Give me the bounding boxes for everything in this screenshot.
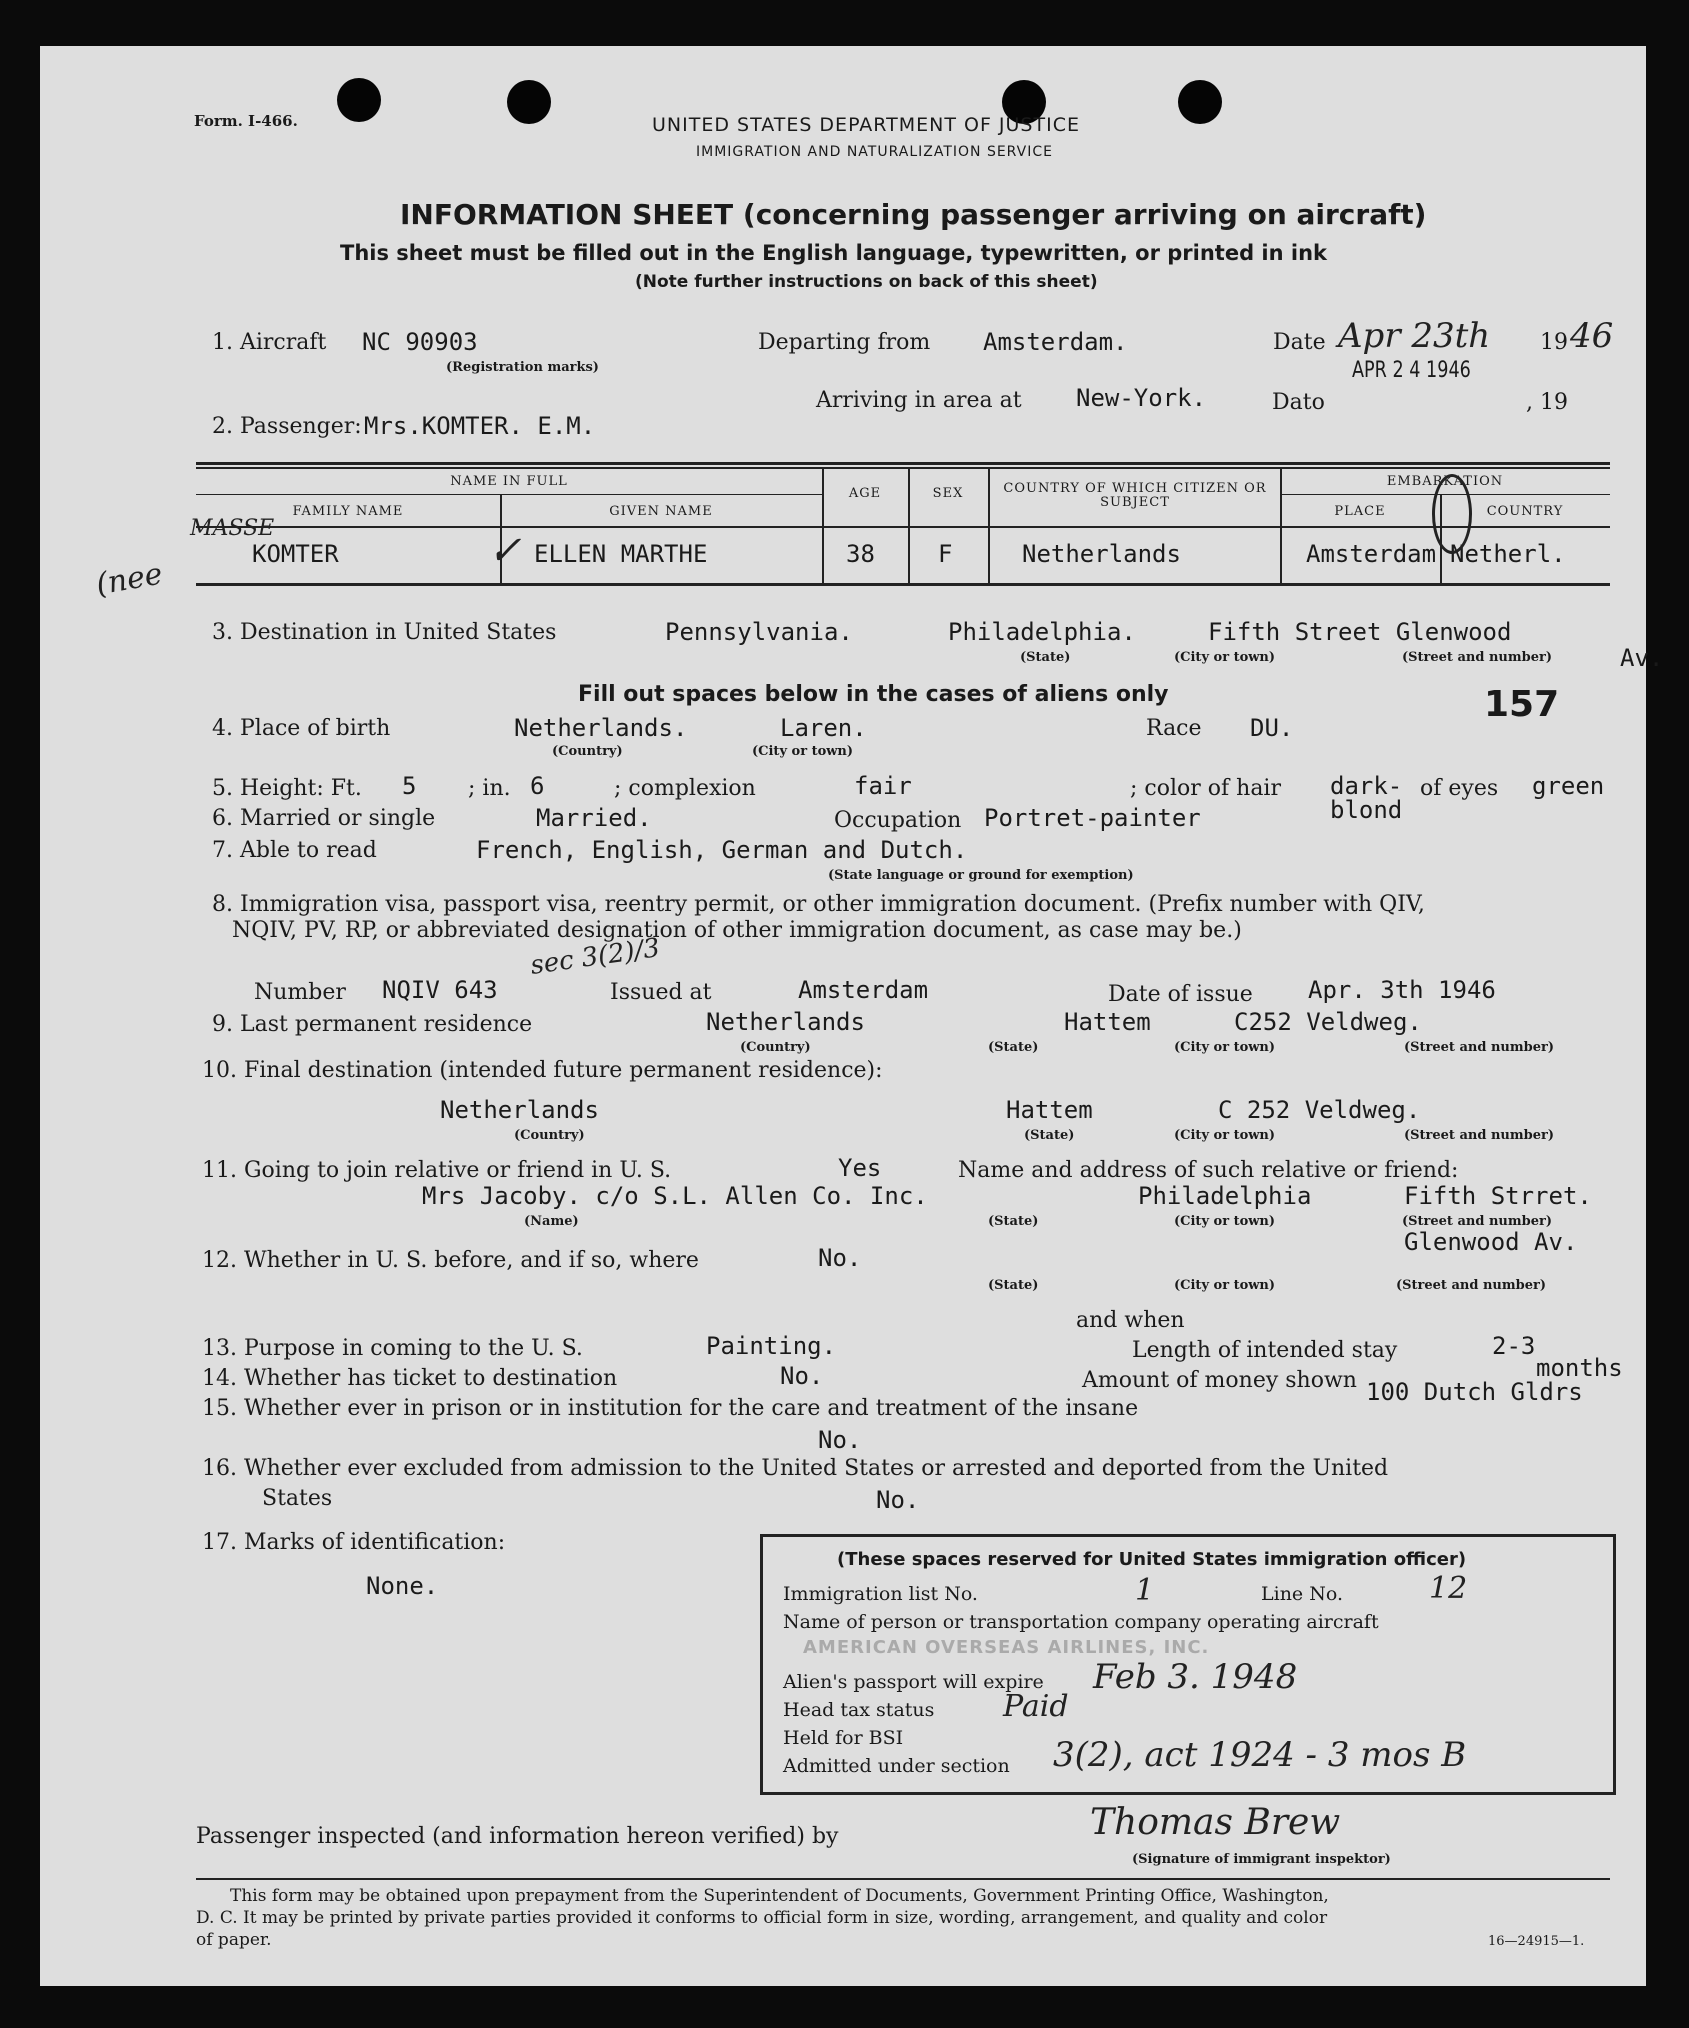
caption-street: (Street and number) bbox=[1402, 650, 1552, 665]
given-name-value: ELLEN MARTHE bbox=[534, 540, 708, 568]
form-number: Form. I-466. bbox=[194, 112, 298, 130]
visa-label-1: 8. Immigration visa, passport visa, reentry permit, or other immigration document. (Prefix number with QIV, bbox=[212, 892, 1425, 917]
handwritten-circle-mark bbox=[1432, 474, 1472, 554]
money-label: Amount of money shown bbox=[1082, 1368, 1357, 1393]
eyes-value: green bbox=[1532, 772, 1605, 800]
caption-country: (Country) bbox=[740, 1040, 811, 1055]
caption-name: (Name) bbox=[524, 1214, 579, 1229]
caption-state: (State) bbox=[1024, 1128, 1075, 1143]
list-no-label: Immigration list No. bbox=[783, 1583, 978, 1605]
caption-state: (State) bbox=[988, 1278, 1039, 1293]
footer-code: 16—24915—1. bbox=[1488, 1934, 1585, 1949]
signature-caption: (Signature of immigrant inspektor) bbox=[1132, 1852, 1391, 1867]
residence-city: Hattem bbox=[1064, 1008, 1151, 1036]
destination-street-end: Av. bbox=[1620, 644, 1664, 672]
visa-number-value: NQIV 643 bbox=[382, 976, 498, 1004]
inspected-label: Passenger inspected (and information hereon verified) by bbox=[196, 1824, 839, 1849]
document-page bbox=[40, 46, 1664, 1986]
embark-place-value: Amsterdam bbox=[1306, 540, 1437, 568]
height-in-label: ; in. bbox=[468, 776, 511, 801]
arrival-date-stamp: APR 2 4 1946 bbox=[1352, 358, 1471, 383]
join-relative-label: 11. Going to join relative or friend in U. S. bbox=[202, 1158, 672, 1183]
instruction-text: This sheet must be filled out in the English language, typewritten, or printed in ink bbox=[340, 241, 1327, 265]
caption-country: (Country) bbox=[552, 744, 623, 759]
stamp-number: 157 bbox=[1484, 684, 1560, 725]
passport-expire-value: Feb 3. 1948 bbox=[1093, 1657, 1298, 1697]
section-value: 3(2), act 1924 - 3 mos B bbox=[1053, 1735, 1467, 1775]
money-value: 100 Dutch Gldrs bbox=[1366, 1378, 1583, 1406]
join-relative-value: Yes bbox=[838, 1154, 882, 1182]
citizen-value: Netherlands bbox=[1022, 540, 1181, 568]
residence-country: Netherlands bbox=[706, 1008, 865, 1036]
occupation-value: Portret-painter bbox=[984, 804, 1201, 832]
date-label: Date bbox=[1273, 330, 1326, 355]
read-value: French, English, German and Dutch. bbox=[476, 836, 968, 864]
date-year-printed: 19 bbox=[1540, 330, 1568, 355]
caption-state: (State) bbox=[1020, 650, 1071, 665]
destination-street: Fifth Street Glenwood bbox=[1208, 618, 1512, 646]
excluded-label: 16. Whether ever excluded from admission to the United States or arrested and deported from the United bbox=[202, 1456, 1389, 1481]
date-handwritten: Apr 23th bbox=[1338, 316, 1491, 356]
residence-street: C252 Veldweg. bbox=[1234, 1008, 1422, 1036]
arriving-value: New-York. bbox=[1076, 384, 1207, 412]
height-in: 6 bbox=[530, 772, 545, 800]
visa-number-label: Number bbox=[254, 980, 346, 1005]
line-no-value: 12 bbox=[1429, 1571, 1468, 1606]
departing-value: Amsterdam. bbox=[983, 328, 1128, 356]
departing-label: Departing from bbox=[758, 330, 931, 355]
table-header-place: PLACE bbox=[1334, 504, 1386, 519]
footer-line-3: of paper. bbox=[196, 1930, 272, 1950]
punch-hole bbox=[337, 78, 381, 122]
handwritten-nee-note: (nee bbox=[93, 556, 166, 603]
married-value: Married. bbox=[536, 804, 652, 832]
stay-label: Length of intended stay bbox=[1132, 1338, 1398, 1363]
destination-city: Philadelphia. bbox=[948, 618, 1136, 646]
ticket-label: 14. Whether has ticket to destination bbox=[202, 1366, 618, 1391]
family-name-value: KOMTER bbox=[252, 540, 339, 568]
caption-state: (State) bbox=[988, 1214, 1039, 1229]
identification-label: 17. Marks of identification: bbox=[202, 1530, 506, 1555]
ticket-value: No. bbox=[780, 1362, 824, 1390]
table-header-given-name: GIVEN NAME bbox=[609, 504, 713, 519]
handwritten-surname-note: MASSE bbox=[190, 516, 275, 541]
date2-label: Dato bbox=[1272, 390, 1325, 415]
arriving-label: Arriving in area at bbox=[816, 388, 1022, 413]
final-destination-label: 10. Final destination (intended future permanent residence): bbox=[202, 1058, 883, 1083]
and-when-label: and when bbox=[1076, 1308, 1185, 1333]
residence-label: 9. Last permanent residence bbox=[212, 1012, 533, 1037]
issued-at-label: Issued at bbox=[610, 980, 712, 1005]
aircraft-label: 1. Aircraft bbox=[212, 330, 327, 355]
head-tax-value: Paid bbox=[1003, 1689, 1069, 1724]
aircraft-value: NC 90903 bbox=[362, 328, 478, 356]
date-of-issue-label: Date of issue bbox=[1108, 982, 1253, 1007]
birth-city: Laren. bbox=[780, 714, 867, 742]
caption-street: (Street and number) bbox=[1404, 1128, 1554, 1143]
stay-unit: months bbox=[1536, 1354, 1623, 1382]
date-of-issue-value: Apr. 3th 1946 bbox=[1308, 976, 1496, 1004]
caption-street: (Street and number) bbox=[1396, 1278, 1546, 1293]
registration-caption: (Registration marks) bbox=[446, 360, 599, 375]
caption-street: (Street and number) bbox=[1404, 1040, 1554, 1055]
final-destination-street: C 252 Veldweg. bbox=[1218, 1096, 1421, 1124]
race-label: Race bbox=[1146, 716, 1202, 741]
read-label: 7. Able to read bbox=[212, 838, 377, 863]
table-header-age: AGE bbox=[848, 486, 882, 501]
handwritten-checkmark: ✓ bbox=[488, 528, 522, 574]
aliens-section-header: Fill out spaces below in the cases of aliens only bbox=[578, 682, 1169, 707]
section-label: Admitted under section bbox=[783, 1755, 1010, 1777]
passenger-value: Mrs.KOMTER. E.M. bbox=[364, 412, 596, 440]
caption-city: (City or town) bbox=[1174, 1214, 1276, 1229]
relative-city: Philadelphia bbox=[1138, 1182, 1312, 1210]
punch-hole bbox=[1178, 80, 1222, 124]
final-destination-country: Netherlands bbox=[440, 1096, 599, 1124]
company-stamp: AMERICAN OVERSEAS AIRLINES, INC. bbox=[803, 1637, 1210, 1658]
married-label: 6. Married or single bbox=[212, 806, 436, 831]
form-title: INFORMATION SHEET (concerning passenger arriving on aircraft) bbox=[400, 198, 1427, 231]
line-no-label: Line No. bbox=[1261, 1583, 1343, 1605]
instruction-note: (Note further instructions on back of this sheet) bbox=[635, 272, 1098, 292]
visa-label-2: NQIV, PV, RP, or abbreviated designation of other immigration document, as case may be.) bbox=[232, 918, 1242, 943]
relative-name-value: Mrs Jacoby. c/o S.L. Allen Co. Inc. bbox=[422, 1182, 928, 1210]
service-name: IMMIGRATION AND NATURALIZATION SERVICE bbox=[696, 144, 1053, 160]
stay-value: 2-3 bbox=[1492, 1332, 1536, 1360]
us-before-value: No. bbox=[818, 1244, 862, 1272]
embark-country-value: Netherl. bbox=[1450, 540, 1566, 568]
issued-at-value: Amsterdam bbox=[798, 976, 929, 1004]
head-tax-label: Head tax status bbox=[783, 1699, 935, 1721]
caption-city: (City or town) bbox=[1174, 1278, 1276, 1293]
caption-city: (City or town) bbox=[1174, 1040, 1276, 1055]
passenger-label: 2. Passenger: bbox=[212, 414, 362, 439]
hair-label: ; color of hair bbox=[1130, 776, 1281, 801]
purpose-label: 13. Purpose in coming to the U. S. bbox=[202, 1336, 583, 1361]
complexion-label: ; complexion bbox=[614, 776, 756, 801]
caption-street: (Street and number) bbox=[1402, 1214, 1552, 1229]
footer-line-1: This form may be obtained upon prepayment from the Superintendent of Documents, Government Printing Office, Washington, bbox=[230, 1886, 1329, 1906]
excluded-label-2: States bbox=[262, 1486, 333, 1511]
height-label: 5. Height: Ft. bbox=[212, 776, 362, 801]
punch-hole bbox=[507, 80, 551, 124]
age-value: 38 bbox=[846, 540, 875, 568]
read-caption: (State language or ground for exemption) bbox=[828, 868, 1134, 883]
height-ft: 5 bbox=[402, 772, 417, 800]
footer-line-2: D. C. It may be printed by private parties provided it conforms to official form in size, wording, arrangement, and quality and color bbox=[196, 1908, 1328, 1928]
caption-city: (City or town) bbox=[1174, 1128, 1276, 1143]
list-no-value: 1 bbox=[1135, 1573, 1155, 1608]
passport-expire-label: Alien's passport will expire bbox=[783, 1671, 1044, 1693]
company-label: Name of person or transportation company operating aircraft bbox=[783, 1611, 1379, 1633]
inspector-signature: Thomas Brew bbox=[1090, 1802, 1341, 1843]
bsi-label: Held for BSI bbox=[783, 1727, 904, 1749]
hair-value-2: blond bbox=[1330, 796, 1403, 824]
relative-name-label: Name and address of such relative or friend: bbox=[958, 1158, 1459, 1183]
table-header-citizen-country: COUNTRY OF WHICH CITIZEN OR SUBJECT bbox=[1003, 481, 1267, 510]
destination-state: Pennsylvania. bbox=[665, 618, 853, 646]
prison-label: 15. Whether ever in prison or in institution for the care and treatment of the insane bbox=[202, 1396, 1139, 1421]
birth-country: Netherlands. bbox=[514, 714, 688, 742]
caption-city: (City or town) bbox=[752, 744, 854, 759]
date-year-handwritten: 46 bbox=[1570, 316, 1614, 356]
sex-value: F bbox=[938, 540, 953, 568]
final-destination-state: Hattem bbox=[1006, 1096, 1093, 1124]
table-header-embarkation: EMBARKATION bbox=[1386, 474, 1504, 489]
caption-city: (City or town) bbox=[1174, 650, 1276, 665]
table-header-country: COUNTRY bbox=[1486, 504, 1564, 519]
complexion-value: fair bbox=[854, 772, 912, 800]
date2-year: , 19 bbox=[1526, 390, 1568, 415]
caption-state: (State) bbox=[988, 1040, 1039, 1055]
destination-label: 3. Destination in United States bbox=[212, 620, 557, 645]
us-before-street: Glenwood Av. bbox=[1404, 1228, 1578, 1256]
eyes-label: of eyes bbox=[1420, 776, 1499, 801]
officer-section bbox=[760, 1534, 1616, 1795]
table-header-sex: SEX bbox=[932, 486, 964, 501]
relative-street: Fifth Strret. bbox=[1404, 1182, 1592, 1210]
race-value: DU. bbox=[1250, 714, 1294, 742]
excluded-value: No. bbox=[876, 1486, 920, 1514]
purpose-value: Painting. bbox=[706, 1332, 837, 1360]
visa-handwritten-note: sec 3(2)/3 bbox=[528, 933, 662, 981]
table-header-name-in-full: NAME IN FULL bbox=[450, 474, 568, 489]
hair-value-1: dark- bbox=[1330, 772, 1403, 800]
officer-header: (These spaces reserved for United States immigration officer) bbox=[837, 1549, 1467, 1570]
table-header-family-name: FAMILY NAME bbox=[292, 504, 404, 519]
agency-name: UNITED STATES DEPARTMENT OF JUSTICE bbox=[652, 114, 1080, 136]
occupation-label: Occupation bbox=[834, 808, 962, 833]
us-before-label: 12. Whether in U. S. before, and if so, where bbox=[202, 1248, 699, 1273]
caption-country: (Country) bbox=[514, 1128, 585, 1143]
birth-label: 4. Place of birth bbox=[212, 716, 391, 741]
prison-value: No. bbox=[818, 1426, 862, 1454]
identification-value: None. bbox=[366, 1572, 439, 1600]
